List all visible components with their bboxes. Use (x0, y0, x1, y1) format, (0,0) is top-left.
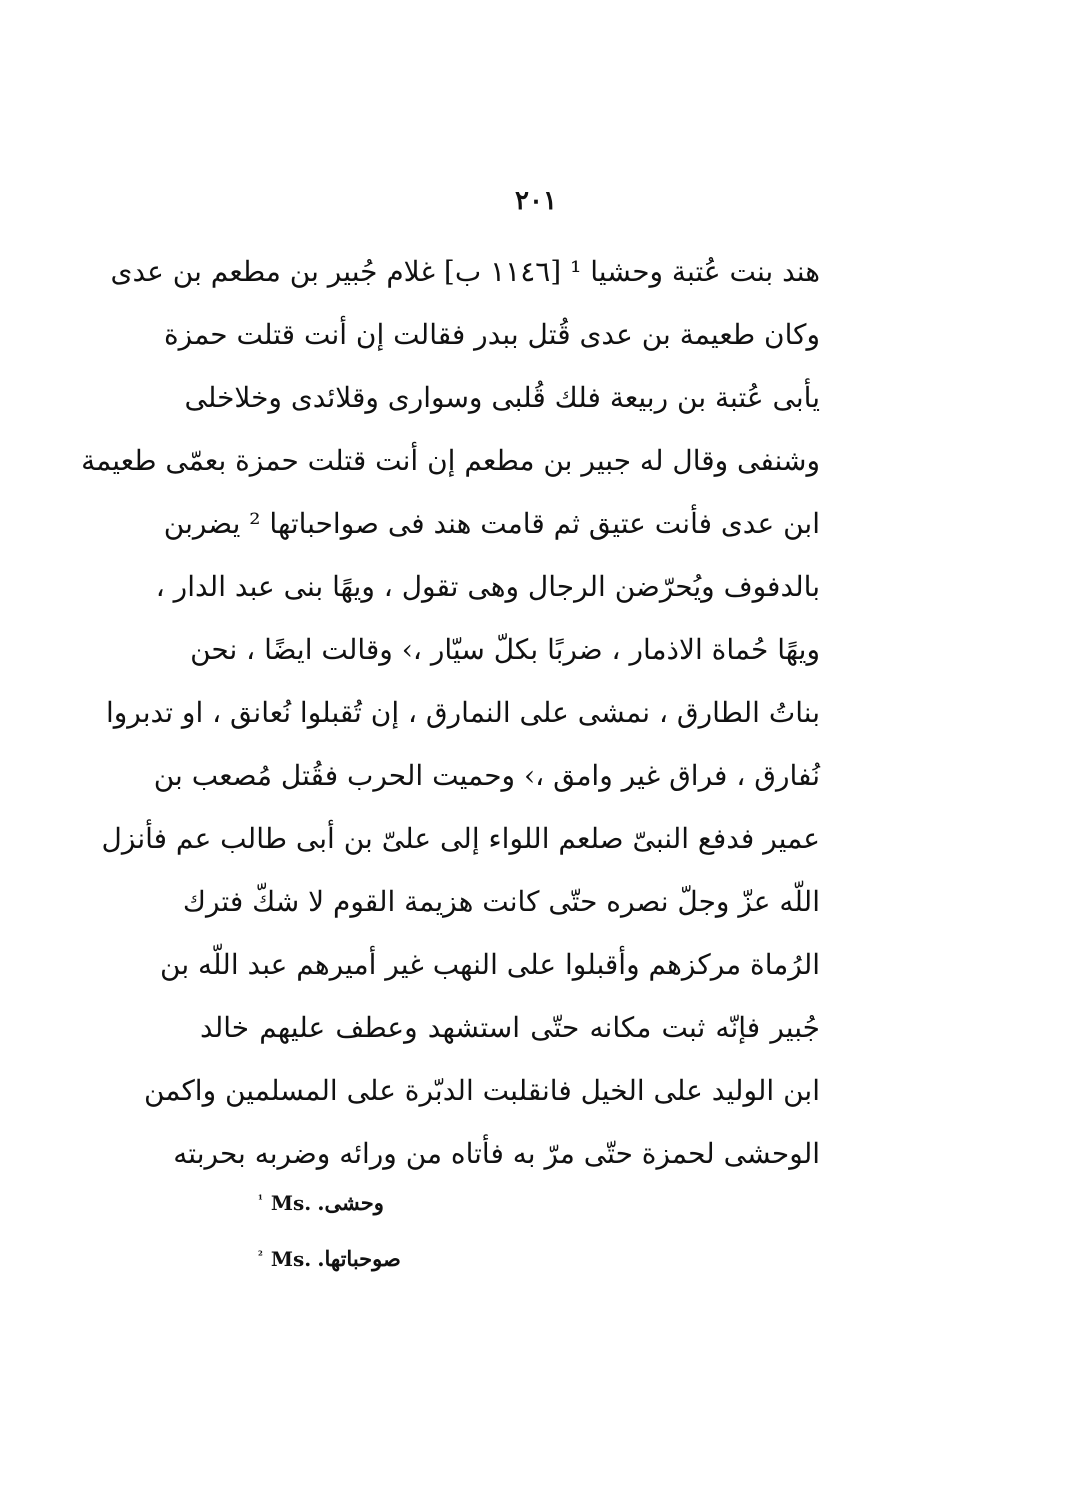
text-line: عمير فدفع النبىّ صلعم اللواء إلى علىّ بن أبى طالب عم فأنزل (101, 822, 820, 855)
text-line: الوحشى لحمزة حتّى مرّ به فأتاه من ورائه وضربه بحربته (173, 1137, 820, 1170)
text-line: وشنفى وقال له جبير بن مطعم إن أنت قتلت حمزة بعمّى طعيمة (81, 444, 820, 477)
page-number: ٢٠١ (515, 186, 557, 216)
text-line: نُفارق ، فراق غير وامق ،› وحميت الحرب فقُتل مُصعب بن (153, 759, 820, 792)
text-line: بناتُ الطارق ، نمشى على النمارق ، إن تُقبلوا نُعانق ، او تدبروا (105, 696, 820, 729)
text-line: وكان طعيمة بن عدى قُتل ببدر فقالت إن أنت قتلت حمزة (163, 318, 820, 351)
footnote-mark: ¹ (258, 1193, 263, 1206)
footnote-text: وحشى. (317, 1190, 384, 1215)
text-line: جُبير فإنّه ثبت مكانه حتّى استشهد وعطف عليهم خالد (200, 1011, 820, 1044)
text-line: بالدفوف ويُحرّضن الرجال وهى تقول ، ويهًا بنى عبد الدار ، (155, 570, 820, 603)
footnote-1 (258, 1190, 658, 1246)
footnote-2 (258, 1246, 658, 1302)
text-line: ابن الوليد على الخيل فانقلبت الدبّرة على المسلمين واكمن (143, 1074, 820, 1107)
main-text-block (81, 240, 820, 1185)
footnote-mark: ² (258, 1249, 263, 1262)
footnote-source: Ms. (270, 1191, 312, 1215)
text-line: اللّه عزّ وجلّ نصره حتّى كانت هزيمة القوم لا شكّ فترك (182, 885, 820, 918)
text-line: يأبى عُتبة بن ربيعة فلك قُلبى وسوارى وقلائدى وخلاخلى (184, 381, 820, 414)
text-line: ابن عدى فأنت عتيق ثم قامت هند فى صواحباتها ² يضربن (163, 507, 820, 540)
footnotes (258, 1190, 658, 1302)
footnote-text: صوحباتها. (317, 1246, 401, 1271)
text-line: هند بنت عُتبة وحشيا ¹ [١١٤٦ ب] غلام جُبير بن مطعم بن عدى (110, 255, 820, 288)
text-line: الرُماة مركزهم وأقبلوا على النهب غير أميرهم عبد اللّه بن (160, 948, 820, 981)
text-line: ويهًا حُماة الاذمار ، ضربًا بكلّ سيّار ،› وقالت ايضًا ، نحن (190, 633, 820, 666)
footnote-source: Ms. (270, 1247, 312, 1271)
